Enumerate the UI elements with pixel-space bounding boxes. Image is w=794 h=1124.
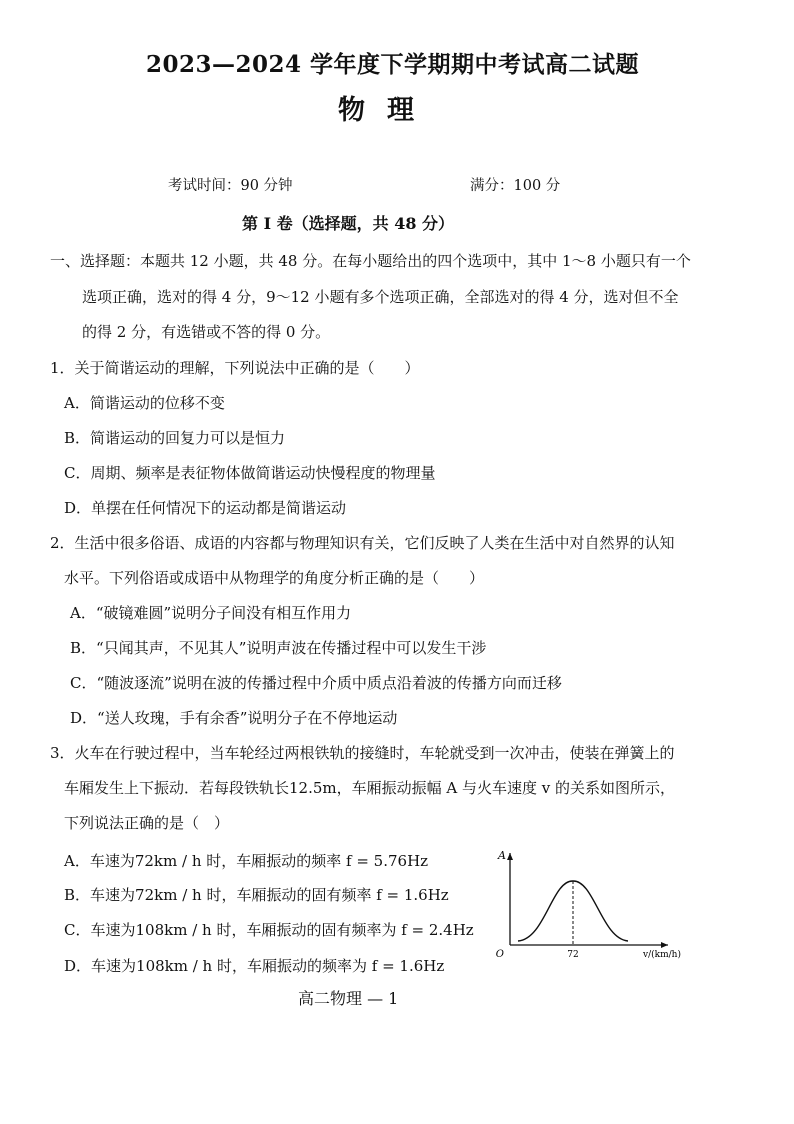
figure-origin-label: O [495,949,504,960]
page-footer: 高二物理 — 1 [298,989,399,1008]
question-1-option-a: A．简谐运动的位移不变 [64,394,225,412]
question-3-option-d: D．车速为108km / h 时，车厢振动的频率为 f = 1.6Hz [64,957,445,975]
part-heading: 第 Ⅰ 卷（选择题，共 48 分） [242,214,455,233]
exam-title: 2023—2024 学年度下学期期中考试高二试题 [146,51,640,78]
figure-x-label: v/(km/h) [643,950,681,960]
question-1-option-b: B．简谐运动的回复力可以是恒力 [64,429,286,447]
exam-time: 考试时间：90 分钟 [168,178,293,194]
question-3-option-c: C．车速为108km / h 时，车厢振动的固有频率为 f = 2.4Hz [64,921,474,939]
section-instruction-line-1: 一、选择题：本题共 12 小题，共 48 分。在每小题给出的四个选项中，其中 1～8 小题只有一个 [50,252,691,270]
figure-y-label: A [498,849,506,862]
question-3-stem-line-1: 3．火车在行驶过程中，当车轮经过两根铁轨的接缝时，车轮就受到一次冲击，使装在弹簧上的 [50,744,675,762]
section-instruction-line-3: 的得 2 分，有选错或不答的得 0 分。 [82,323,331,341]
question-2-option-a: A．“破镜难圆”说明分子间没有相互作用力 [70,604,352,622]
question-3-option-a: A．车速为72km / h 时，车厢振动的频率 f = 5.76Hz [64,852,429,870]
question-1-option-c: C．周期、频率是表征物体做简谐运动快慢程度的物理量 [64,464,436,482]
question-3-stem-line-2: 车厢发生上下振动．若每段铁轨长12.5m，车厢振动振幅 A 与火车速度 v 的关系如图所示， [64,779,676,797]
question-1-option-d: D．单摆在任何情况下的运动都是简谐运动 [64,499,347,517]
question-2-stem-line-1: 2．生活中很多俗语、成语的内容都与物理知识有关，它们反映了人类在生活中对自然界的认知 [50,534,675,552]
full-score: 满分：100 分 [470,178,561,194]
question-2-stem-line-2: 水平。下列俗语或成语中从物理学的角度分析正确的是（ ） [64,569,485,587]
question-2-option-b: B．“只闻其声，不见其人”说明声波在传播过程中可以发生干涉 [70,639,487,657]
figure-x-tick-72: 72 [567,950,579,960]
section-instruction-line-2: 选项正确，选对的得 4 分，9～12 小题有多个选项正确，全部选对的得 4 分，选对但不全 [82,288,679,306]
question-1-stem: 1．关于简谐运动的理解，下列说法中正确的是（ ） [50,359,420,377]
resonance-figure [490,845,690,970]
question-2-option-c: C．“随波逐流”说明在波的传播过程中介质中质点沿着波的传播方向而迁移 [70,674,562,692]
subject-title: 物理 [338,95,436,126]
question-3-option-b: B．车速为72km / h 时，车厢振动的固有频率 f = 1.6Hz [64,886,449,904]
question-3-stem-line-3: 下列说法正确的是（ ） [64,814,230,832]
question-2-option-d: D．“送人玫瑰，手有余香”说明分子在不停地运动 [70,709,398,727]
